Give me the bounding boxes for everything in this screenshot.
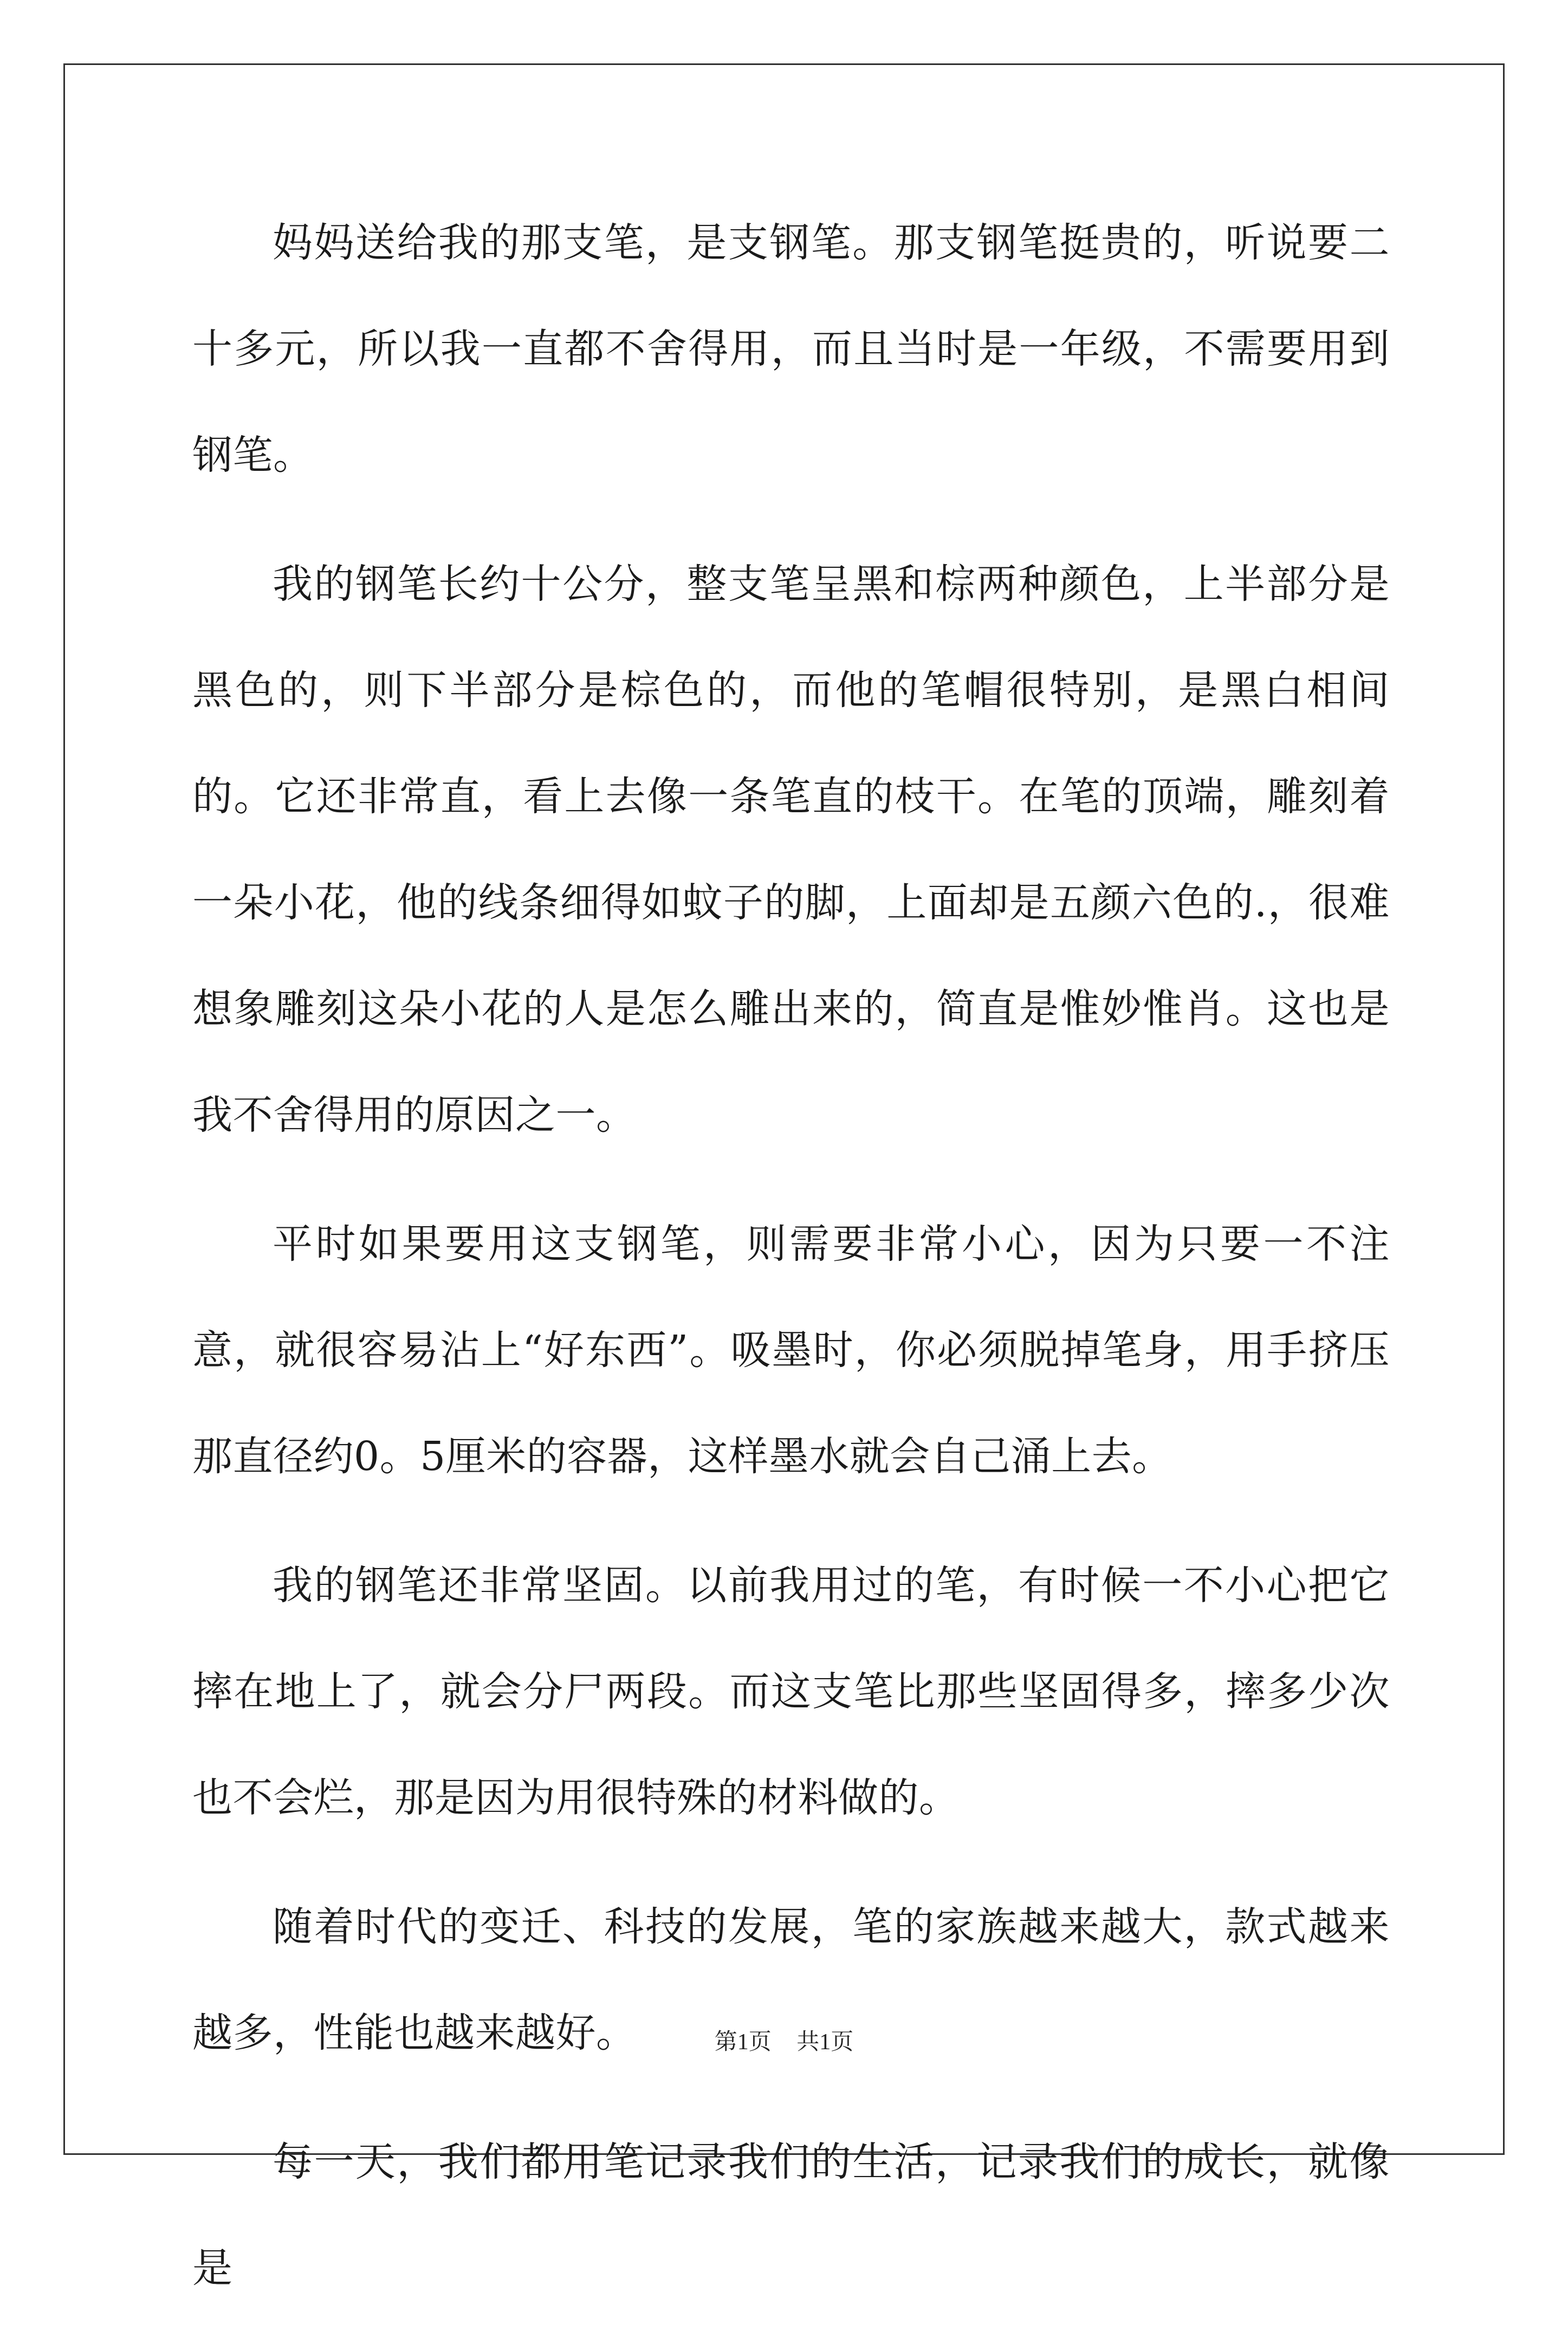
paragraph-4: 我的钢笔还非常坚固。以前我用过的笔，有时候一不小心把它摔在地上了，就会分尸两段。而这支笔比那些坚固得多，摔多少次也不会烂，那是因为用很特殊的材料做的。 bbox=[192, 1562, 1390, 1821]
page-footer bbox=[0, 2024, 1568, 2056]
document-body bbox=[192, 190, 1390, 2344]
page-number-total: 共1页 bbox=[796, 2030, 854, 2055]
paragraph-5: 随着时代的变迁、科技的发展，笔的家族越来越大，款式越来越多，性能也越来越好。 bbox=[192, 1903, 1390, 2056]
paragraph-1: 妈妈送给我的那支笔，是支钢笔。那支钢笔挺贵的，听说要二十多元，所以我一直都不舍得用，而且当时是一年级，不需要用到钢笔。 bbox=[192, 219, 1390, 478]
paragraph-6: 每一天，我们都用笔记录我们的生活，记录我们的成长，就像是 bbox=[192, 2139, 1390, 2291]
paragraph-3: 平时如果要用这支钢笔，则需要非常小心，因为只要一不注意，就很容易沾上“好东西”。吸墨时，你必须脱掉笔身，用手挤压那直径约0。5厘米的容器，这样墨水就会自己涌上去。 bbox=[192, 1221, 1390, 1480]
page-number-current: 第1页 bbox=[714, 2030, 772, 2055]
paragraph-2: 我的钢笔长约十公分，整支笔呈黑和棕两种颜色，上半部分是黑色的，则下半部分是棕色的，而他的笔帽很特别，是黑白相间的。它还非常直，看上去像一条笔直的枝干。在笔的顶端，雕刻着一朵小花，他的线条细得如蚊子的脚，上面却是五颜六色的.，很难想象雕刻这朵小花的人是怎么雕出来的，简直是惟妙惟肖。这也是我不舍得用的原因之一。 bbox=[192, 561, 1390, 1138]
